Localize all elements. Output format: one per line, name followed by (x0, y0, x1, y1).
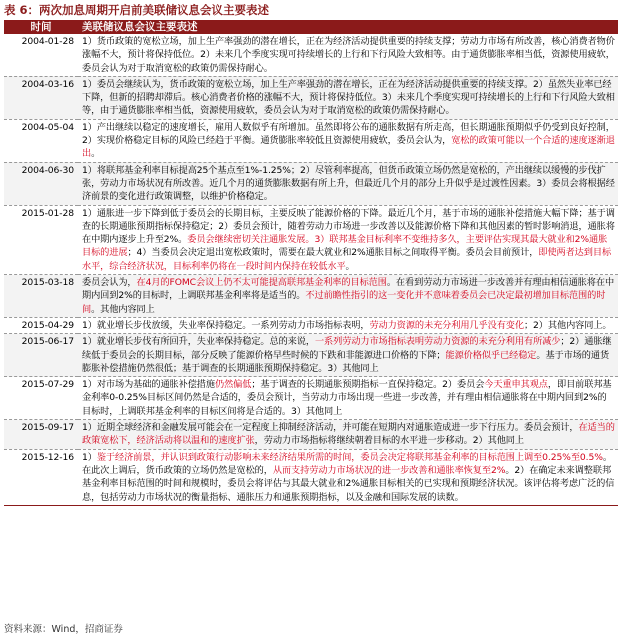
statement-text: 1）就业增长步伐放缓，失业率保持稳定。一系列劳动力市场指标表明， (82, 319, 370, 331)
row-statement (78, 162, 618, 205)
row-date: 2004-05-04 (4, 119, 78, 162)
row-date: 2004-03-16 (4, 76, 78, 119)
row-statement (78, 377, 618, 420)
row-date: 2004-01-28 (4, 34, 78, 76)
statement-text: 。在此次上调后，货币政策的立场仍然是宽松的， (82, 451, 612, 476)
statement-text: 。2）在确定未来调整联邦基金利率目标范围的时间和规模时，委员会将评估与其最大就业和2%通胀目标相关的已实现和预期经济状况。该评估将考虑广泛的信息，包括劳动力市场状况的衡量指标、通胀压力和通胀预期指标，以及金融和国际发展的读数。 (82, 464, 615, 503)
row-statement (78, 275, 618, 318)
row-statement (78, 317, 618, 333)
table-row (4, 377, 618, 420)
table-row (4, 34, 618, 76)
row-statement (78, 119, 618, 162)
statement-text: 1）将联邦基金利率目标提高25个基点至1%-1.25%；2）尽管利率提高，但货币政策立场仍然是宽松的，产出继续以缓慢的步伐扩张，劳动力市场状况有所改善。近几个月的通货膨胀数据有所上升，但最近几个月的部分上升似乎是过渡性因素。3）委员会将根据经济前景的变化进行政策调整，以维护价格稳定。 (82, 164, 615, 203)
table-row (4, 334, 618, 377)
table-row (4, 119, 618, 162)
highlighted-text: 仍然偏低 (214, 379, 252, 391)
row-date: 2015-12-16 (4, 449, 78, 505)
statement-text: 1）委员会继续认为，货币政策的宽松立场，加上生产率强劲的潜在增长，正在为经济活动提供重要的持续支撑。2）虽然失业率已经下降，但新的招聘却滞后。核心消费者价格的涨幅不大，预计将保持低位。3）未来几个季度实现可持续增长的上行和下行风险大致相等，由于通货膨胀率相当低，资源使用疲软，委员会认为对于取消宽松的政策仍需保持耐心。 (82, 78, 615, 117)
statement-text: 1）货币政策的宽松立场，加上生产率强劲的潜在增长，正在为经济活动提供重要的持续支撑；劳动力市场有所改善，核心消费者物价涨幅不大，预计将保持低位。2）未来几个季度实现可持续增长的上行和下行风险大致相等。由于通货膨胀率相当低，资源使用疲软，委员会认为对于取消宽松的政策仍需保持耐心。 (82, 36, 615, 74)
table-row (4, 449, 618, 505)
highlighted-text: 在适当的政策宽松下，经济活动将以温和的速度扩张 (82, 422, 615, 447)
highlighted-text: 鉴于经济前景，并认识到政策行动影响未来经济结果所需的时间，委员会决定将联邦基金利率的目标范围上调至0.25%至0.5% (96, 451, 603, 463)
statement-text: 。在看到劳动力市场进一步改善并有理由相信通胀将在中期内回到2%的目标时，上调联邦基金利率将是适当的。 (82, 277, 615, 302)
statement-text: 。其他内容同上 (91, 303, 155, 315)
table-title: 表 6：两次加息周期开启前美联储议息会议主要表述 (4, 3, 270, 17)
highlighted-text: 一系列劳动力市场指标表明劳动力资源的未充分利用有所减少 (314, 336, 561, 348)
row-date: 2015-03-18 (4, 275, 78, 318)
statement-text: 1）通胀进一步下降到低于委员会的长期目标，主要反映了能源价格的下降。最近几个月，基于市场的通胀补偿措施大幅下降；基于调查的长期通胀预期指标保持稳定；2）委员会预计，随着劳动力市场进一步改善以及能源价格下降和其他因素的暂时影响消退，通胀将在中期内逐步上升至2%。 (82, 207, 615, 246)
statement-text: ，劳动力市场指标将继续朝着目标的水平进一步移动。2）其他同上 (254, 435, 524, 447)
statement-text: 1）近期全球经济和金融发展可能会在一定程度上抑制经济活动，并可能在短期内对通胀造成进一步下行压力。委员会预计， (82, 422, 579, 434)
table-row (4, 76, 618, 119)
statement-text: ；4）当委员会决定退出宽松政策时，需要在最大就业和2%通胀目标之间取得平衡。委员会目前预计， (127, 247, 539, 259)
statement-text: 1）产出继续以稳定的速度增长，雇用人数似乎有所增加。虽然即将公布的通胀数据有所走高，但长期通胀预期似乎仍受到良好控制，2）实现价格稳定目标的风险已经趋于平衡。通货膨胀率较低且资源使用疲软，委员会认为， (82, 121, 615, 147)
table-row (4, 420, 618, 450)
statement-text: ，即目前联邦基金利率0-0.25%目标区间仍然是合适的，委员会预计，当劳动力市场出现一些进一步改善，并有理由相信通胀将在中期内回到2%的目标时，上调联邦基金利率的目标区间将是合适的。3）其他同上 (82, 379, 612, 417)
fomc-statements-table (4, 20, 618, 506)
row-date: 2015-07-29 (4, 377, 78, 420)
table-row (4, 162, 618, 205)
statement-text: 1）就业增长步伐有所回升，失业率保持稳定。总的来说， (82, 336, 315, 348)
row-date: 2015-09-17 (4, 420, 78, 450)
highlighted-text: 委员会继续密切关注通胀发展。3）联邦基金目标利率不变维持多久，主要评估实现其最大就业和2%通胀目标的进展 (82, 234, 608, 259)
row-statement (78, 334, 618, 377)
highlighted-text: 今天重申其观点 (484, 379, 548, 391)
statement-text: 1） (82, 451, 97, 463)
table-row (4, 205, 618, 274)
highlighted-text: 即使两者达到目标水平，综合经济状况，目标利率仍将在一段时间内保持在较低水平 (82, 247, 612, 272)
row-date: 2015-06-17 (4, 334, 78, 377)
highlighted-text: 宽松的政策可能以一个合适的速度逐渐退出 (82, 135, 615, 160)
highlighted-text: 能源价格似乎已经稳定 (445, 349, 537, 361)
row-date: 2015-04-29 (4, 317, 78, 333)
source-note: 资料来源：Wind，招商证券 (4, 624, 123, 635)
statement-text: 。 (345, 260, 355, 272)
highlighted-text: 不过前瞻性指引的这一变化并不意味着委员会已决定最初增加目标范围的时间 (82, 290, 606, 315)
header-date: 时间 (4, 20, 78, 34)
row-statement (78, 205, 618, 274)
row-statement (78, 449, 618, 505)
table-header-row (4, 20, 618, 34)
row-statement (78, 34, 618, 76)
statement-text: 。 (91, 148, 101, 160)
statement-text: 。基于市场的通货膨胀补偿措施仍然很低；基于调查的长期通胀预期保持稳定。3）其他同上 (82, 349, 610, 374)
row-date: 2004-06-30 (4, 162, 78, 205)
statement-text: 委员会认为， (82, 277, 137, 289)
row-date: 2015-01-28 (4, 205, 78, 274)
row-statement (78, 420, 618, 450)
header-statement: 美联储议息会议主要表述 (78, 20, 618, 34)
row-statement (78, 76, 618, 119)
statement-text: ；基于调查的长期通胀预期指标一直保持稳定。2）委员会 (251, 379, 485, 391)
statement-text: 1）对市场为基础的通胀补偿措施 (82, 379, 215, 391)
statement-text: ；2）通胀继续低于委员会的长期目标，部分反映了能源价格早些时候的下跌和非能源进口价格的下降； (82, 336, 612, 361)
table-row (4, 317, 618, 333)
statement-text: ；2）其他内容同上。 (523, 319, 612, 331)
table-row (4, 275, 618, 318)
highlighted-text: 从而支持劳动力市场状况的进一步改善和通胀率恢复至2% (272, 464, 506, 476)
highlighted-text: 劳动力资源的未充分利用几乎没有变化 (369, 319, 524, 331)
highlighted-text: 在4月的FOMC会议上仍不太可能提高联邦基金利率的目标范围 (136, 277, 387, 289)
